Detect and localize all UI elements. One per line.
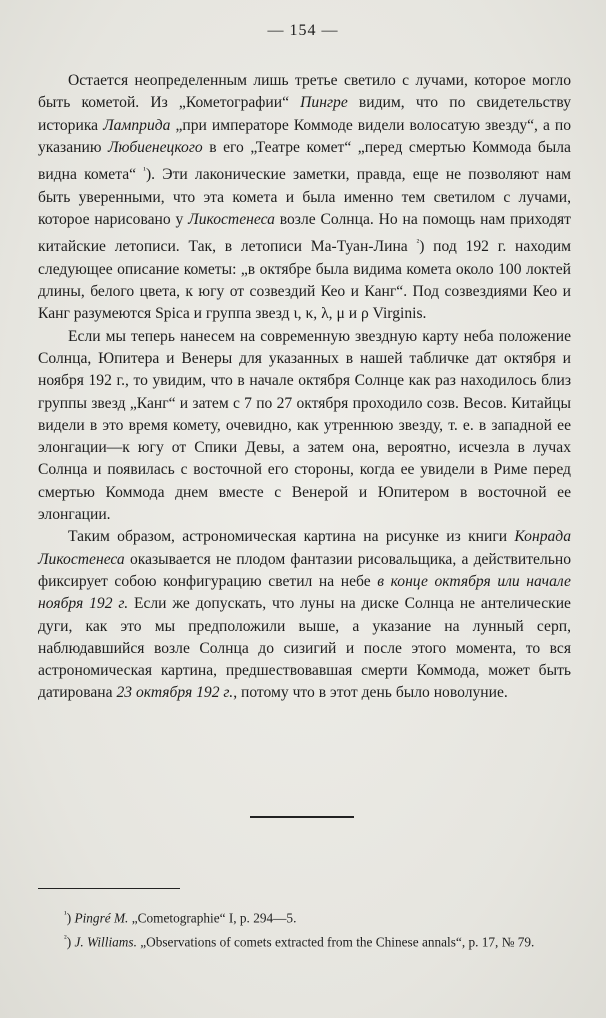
footnote-marker: ² [64, 933, 67, 944]
text-run: Если мы теперь нанесем на современную звездную карту неба положение Солнца, Юпитера и Венеры для указанных в нашей табличке дат октября и ноября 192 г., то увидим, что в начале октября Солнце как раз находилось близ группы звезд „Канг“ и затем с 7 по 27 октября проходило созв. Весов. Китайцы видели в это время комету, очевидно, как утреннюю звезду, т. е. в западной ее элонгации—к югу от Спики Девы, а затем она, вероятно, исчезла в лучах Солнца и появилась с восточной его стороны, когда ее увидели в Риме перед смертью Коммода днем вместе с Венерой и Юпитером в восточной ее элонгации. [38, 327, 571, 524]
footnote [38, 904, 571, 928]
italic-text: J. Williams. [74, 934, 137, 950]
text-run: „Cometographie“ I, p. 294—5. [128, 910, 297, 926]
text-run: Таким образом, астрономическая картина на рисунке из книги [68, 528, 515, 546]
italic-text: Ликостенеса [188, 210, 275, 228]
text-run: Если же допускать, что луны на диске Солнца не антелические дуги, как это мы предположили выше, а указание на лунный серп, наблюдавшийся возле Солнца до сизигий и после этого момента, то вся астрономическая картина, предшествовавшая смерти Коммода, может быть датирована [38, 595, 571, 702]
text-run: ) [66, 934, 75, 950]
text-run: возле Солнца. Но на помощь нам приходят китайские летописи. Так, в летописи Ма-Туан-Лина [38, 210, 571, 256]
italic-text: 23 октября 192 г. [116, 684, 234, 702]
italic-text: Конрада Ликостенеса [38, 528, 571, 568]
footnote-rule [38, 888, 180, 889]
text-run: ). Эти лаконические заметки, правда, еще не позволяют нам быть уверенными, что эта комета и была именно тем светилом с лучами, которое нарисовано у [38, 166, 571, 228]
paragraph [38, 70, 571, 326]
footnote [38, 928, 571, 952]
paragraph [38, 326, 571, 527]
italic-text: Пингре [300, 94, 348, 112]
footnote-marker: ² [416, 237, 420, 248]
text-run: видим, что по свидетельству историка [38, 94, 571, 134]
text-run: в его „Театре комет“ „перед смертью Коммода была видна комета“ [38, 138, 571, 184]
text-run: оказывается не плодом фантазии рисовальщика, а действительно фиксирует собою конфигурацию светил на небе [38, 550, 571, 590]
italic-text: Ламприда [103, 116, 171, 134]
text-run: ) [66, 910, 75, 926]
paragraph [38, 526, 571, 704]
text-run: ) под 192 г. находим следующее описание кометы: „в октябре была видима комета около 100 локтей длины, белого цвета, к югу от созвездий Кео и Канг“. Под созвездиями Кео и Канг разумеются Spica и группа звезд ι, κ, λ, μ и ρ Virginis. [38, 238, 571, 323]
text-run: Остается неопределенным лишь третье светило с лучами, которое могло быть кометой. Из „Кометографии“ [38, 72, 571, 112]
italic-text: в конце октября или начале ноября 192 г. [38, 572, 571, 613]
page-number: — 154 — [267, 22, 339, 39]
text-run: „Observations of comets extracted from the Chinese annals“, p. 17, № 79. [136, 934, 535, 950]
body-text [38, 70, 571, 705]
footnotes [38, 904, 571, 953]
text-run: „при императоре Коммоде видели волосатую звезду“, а по указанию [38, 116, 571, 156]
text-run: , потому что в этот день было новолуние. [233, 684, 508, 702]
italic-text: Любиенецкого [107, 138, 203, 156]
footnote-marker: ¹ [64, 909, 67, 919]
section-separator [250, 816, 354, 818]
italic-text: Pingré M. [74, 910, 129, 926]
footnote-marker: ¹ [143, 165, 146, 176]
